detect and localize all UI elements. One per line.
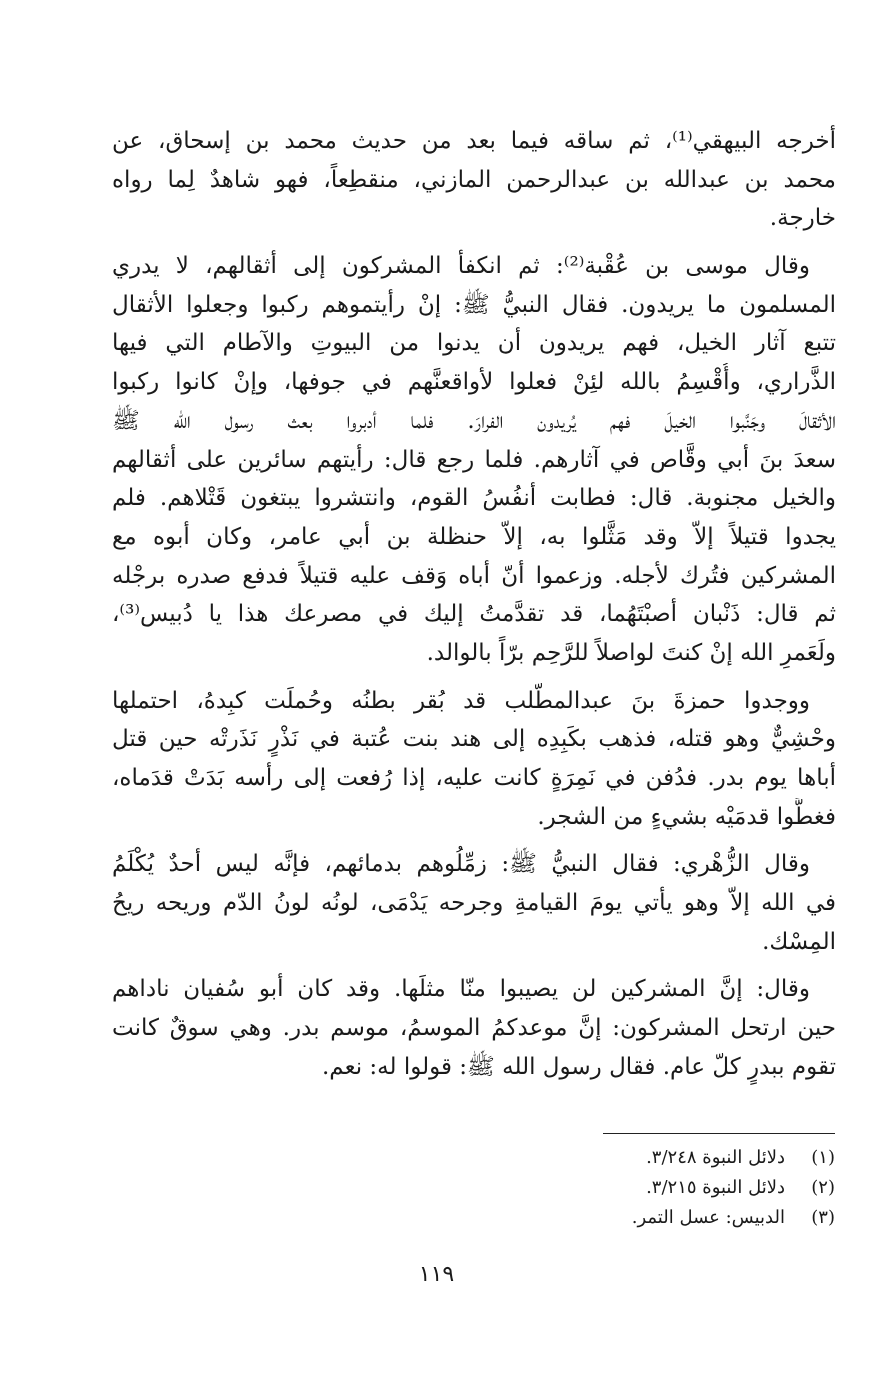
paragraph-5 [112, 970, 836, 1086]
paragraph-gap [112, 673, 836, 682]
paragraph-2 [112, 247, 836, 673]
text-line: وقال موسى بن عُقْبة⁽²⁾: ثم انكفأ المشركون إلى أثقالهم، لا يدري [112, 253, 810, 280]
footnote-number: (٣) [811, 1207, 835, 1228]
text-line: وقال الزُّهْري: فقال النبيُّ ﷺ: زمِّلُوهم بدمائهم، فإنَّه ليس أحدٌ يُكْلَمُ [112, 851, 810, 878]
footnote-number: (١) [811, 1147, 835, 1168]
text-line: محمد بن عبدالله بن عبدالرحمن المازني، منقطِعاً، فهو شاهدٌ لِما رواه [112, 166, 836, 193]
text-line: المسلمون ما يريدون. فقال النبيُّ ﷺ: إنْ رأيتموهم ركبوا وجعلوا الأثقال [112, 291, 836, 318]
paragraph-4 [112, 845, 836, 961]
paragraph-gap [112, 961, 836, 970]
text-line: أباها يوم بدر. فدُفن في نَمِرَةٍ كانت عليه، إذا رُفعت إلى رأسه بَدَتْ قدَماه، [112, 765, 836, 791]
main-text [112, 122, 836, 1087]
text-line: يجدوا قتيلاً إلاّ وقد مَثَّلوا به، إلاّ حنظلة بن أبي عامر، وكان أبوه مع [112, 523, 836, 550]
footnote-text: دلائل النبوة ٣/٢١٥. [646, 1177, 785, 1198]
text-line: الأثقالَ وجَنَّبوا الخيلَ فهم يُريدون الفرارَ. فلما أدبروا بعث رسول الله ﷺ [112, 407, 836, 434]
text-line: ولَعَمرِ الله إنْ كنتَ لواصلاً للرَّحِم برّاً بالوالد. [426, 639, 836, 666]
footnote-text: دلائل النبوة ٣/٢٤٨. [646, 1147, 785, 1168]
text-line: وحْشِيٌّ وهو قتله، فذهب بكَبِدِه إلى هند بنت عُتبة في نَذْرٍ نَذَرتْه حين قتل [112, 726, 836, 753]
text-line: خارجة. [769, 205, 836, 232]
text-line: وقال: إنَّ المشركين لن يصيبوا منّا مثلَها. وقد كان أبو سُفيان ناداهم [112, 976, 810, 1003]
text-line: الذَّراري، وأُقْسِمُ بالله لئِنْ فعلوا لأواقعنَّهم في جوفها، وإنْ كانوا ركبوا [112, 369, 836, 396]
paragraph-gap [112, 836, 836, 845]
text-line: سعدَ بنَ أبي وقَّاص في آثارهم. فلما رجع قال: رأيتهم سائرين على أثقالهم [112, 446, 836, 473]
footnote-separator [603, 1133, 835, 1134]
text-line: والخيل مجنوبة. قال: فطابت أنفُسُ القوم، وانتشروا يبتغون قَتْلاهم. فلم [112, 485, 836, 512]
text-line: فغطَّوا قدمَيْه بشيءٍ من الشجر. [537, 803, 836, 830]
footnote-item [335, 1203, 835, 1233]
footnote-item [335, 1173, 835, 1203]
page-number: ١١٩ [418, 1262, 455, 1287]
text-line: المِسْك. [762, 928, 836, 955]
text-line: في الله إلاّ وهو يأتي يومَ القيامةِ وجرحه يَدْمَى، لونُه لونُ الدّم وريحه ريحُ [112, 890, 836, 917]
footnote-text: الدبيس: عسل التمر. [631, 1207, 785, 1228]
text-line: المشركين فتُرك لأجله. وزعموا أنّ أباه وَقف عليه قتيلاً فدفع صدره برجْله [112, 562, 836, 589]
paragraph-3 [112, 682, 836, 837]
footnote-item [335, 1143, 835, 1173]
text-line: أخرجه البيهقي⁽¹⁾، ثم ساقه فيما بعد من حديث محمد بن إسحاق، عن [112, 128, 836, 154]
text-line: تقوم ببدرٍ كلّ عام. فقال رسول الله ﷺ: قولوا له: نعم. [322, 1053, 836, 1080]
paragraph-gap [112, 238, 836, 247]
paragraph-1 [112, 122, 836, 238]
footnote-number: (٢) [811, 1177, 835, 1198]
text-line: ووجدوا حمزةَ بنَ عبدالمطّلب قد بُقر بطنُه وحُملَت كبِدهُ، احتملها [112, 687, 810, 714]
text-line: ثم قال: ذَنْبان أصبْتَهُما، قد تقدَّمتُ إليك في مصرعك هذا يا دُبيس⁽³⁾، [112, 601, 836, 628]
text-line: تتبع آثار الخيل، فهم يريدون أن يدنوا من البيوتِ والآطام التي فيها [112, 330, 836, 357]
footnotes [335, 1143, 835, 1233]
text-line: حين ارتحل المشركون: إنَّ موعدكمُ الموسمُ، موسم بدر. وهي سوقٌ كانت [112, 1015, 836, 1042]
